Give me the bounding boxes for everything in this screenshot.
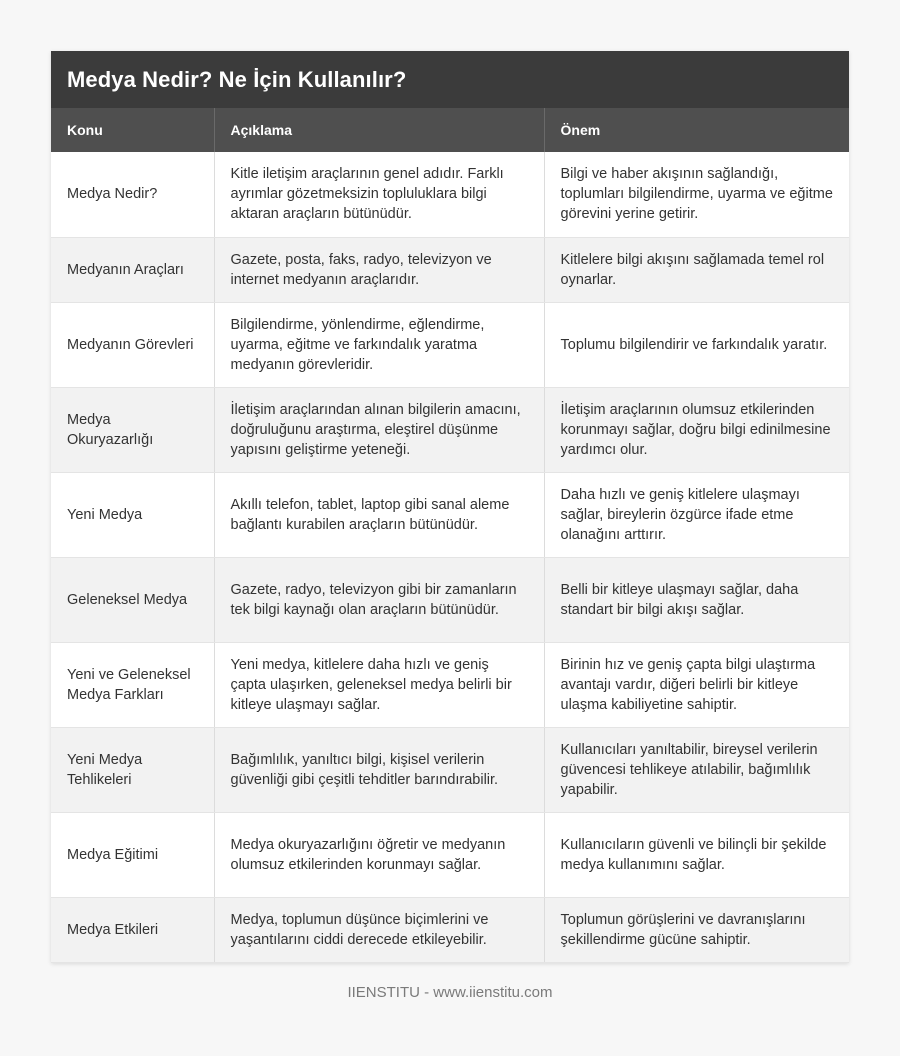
cell-topic: Medya Okuryazarlığı: [51, 387, 214, 472]
cell-description: Bağımlılık, yanıltıcı bilgi, kişisel verilerin güvenliği gibi çeşitli tehditler barındırabilir.: [214, 727, 544, 812]
cell-importance: Belli bir kitleye ulaşmayı sağlar, daha standart bir bilgi akışı sağlar.: [544, 557, 849, 642]
cell-topic: Yeni Medya Tehlikeleri: [51, 727, 214, 812]
media-table: [51, 108, 849, 963]
cell-description: Medya, toplumun düşünce biçimlerini ve yaşantılarını ciddi derecede etkileyebilir.: [214, 897, 544, 962]
footer-credit: IIENSTITU - www.iienstitu.com: [347, 984, 553, 1001]
cell-importance: Kullanıcıların güvenli ve bilinçli bir şekilde medya kullanımını sağlar.: [544, 812, 849, 897]
cell-importance: Toplumun görüşlerini ve davranışlarını şekillendirme gücüne sahiptir.: [544, 897, 849, 962]
table-row: [51, 727, 849, 812]
page-title: Medya Nedir? Ne İçin Kullanılır?: [67, 66, 407, 92]
table-row: [51, 237, 849, 302]
table-row: [51, 557, 849, 642]
cell-importance: Bilgi ve haber akışının sağlandığı, toplumları bilgilendirme, uyarma ve eğitme görevini yerine getirir.: [544, 152, 849, 237]
cell-description: Bilgilendirme, yönlendirme, eğlendirme, uyarma, eğitme ve farkındalık yaratma medyanın görevleridir.: [214, 302, 544, 387]
cell-description: Yeni medya, kitlelere daha hızlı ve geniş çapta ulaşırken, geleneksel medya belirli bir kitleye ulaşmayı sağlar.: [214, 642, 544, 727]
cell-topic: Medyanın Araçları: [51, 237, 214, 302]
cell-topic: Yeni ve Geleneksel Medya Farkları: [51, 642, 214, 727]
table-row: [51, 812, 849, 897]
column-header-description: Açıklama: [214, 108, 544, 152]
table-row: [51, 152, 849, 237]
cell-importance: Kitlelere bilgi akışını sağlamada temel rol oynarlar.: [544, 237, 849, 302]
column-header-topic: Konu: [51, 108, 214, 152]
cell-topic: Medya Nedir?: [51, 152, 214, 237]
cell-topic: Medyanın Görevleri: [51, 302, 214, 387]
cell-importance: Toplumu bilgilendirir ve farkındalık yaratır.: [544, 302, 849, 387]
cell-importance: İletişim araçlarının olumsuz etkilerinden korunmayı sağlar, doğru bilgi edinilmesine yardımcı olur.: [544, 387, 849, 472]
table-row: [51, 387, 849, 472]
cell-importance: Birinin hız ve geniş çapta bilgi ulaştırma avantajı vardır, diğeri belirli bir kitleye ulaşma kabiliyetine sahiptir.: [544, 642, 849, 727]
cell-topic: Geleneksel Medya: [51, 557, 214, 642]
cell-topic: Medya Etkileri: [51, 897, 214, 962]
table-row: [51, 642, 849, 727]
cell-description: Akıllı telefon, tablet, laptop gibi sanal aleme bağlantı kurabilen araçların bütünüdür.: [214, 472, 544, 557]
cell-description: Medya okuryazarlığını öğretir ve medyanın olumsuz etkilerinden korunmayı sağlar.: [214, 812, 544, 897]
cell-description: Gazete, radyo, televizyon gibi bir zamanların tek bilgi kaynağı olan araçların bütünüdür.: [214, 557, 544, 642]
cell-topic: Medya Eğitimi: [51, 812, 214, 897]
title-bar: [51, 51, 849, 108]
cell-description: Kitle iletişim araçlarının genel adıdır. Farklı ayrımlar gözetmeksizin topluluklara bilgi aktaran araçların bütünüdür.: [214, 152, 544, 237]
cell-description: İletişim araçlarından alınan bilgilerin amacını, doğruluğunu araştırma, eleştirel düşünme yapısını geliştirme yeteneği.: [214, 387, 544, 472]
table-header-row: [51, 108, 849, 152]
cell-importance: Kullanıcıları yanıltabilir, bireysel verilerin güvencesi tehlikeye atılabilir, bağımlılık yapabilir.: [544, 727, 849, 812]
cell-description: Gazete, posta, faks, radyo, televizyon ve internet medyanın araçlarıdır.: [214, 237, 544, 302]
table-card: [51, 51, 849, 963]
cell-topic: Yeni Medya: [51, 472, 214, 557]
cell-importance: Daha hızlı ve geniş kitlelere ulaşmayı sağlar, bireylerin özgürce ifade etme olanağını arttırır.: [544, 472, 849, 557]
table-row: [51, 897, 849, 962]
table-row: [51, 472, 849, 557]
table-row: [51, 302, 849, 387]
column-header-importance: Önem: [544, 108, 849, 152]
